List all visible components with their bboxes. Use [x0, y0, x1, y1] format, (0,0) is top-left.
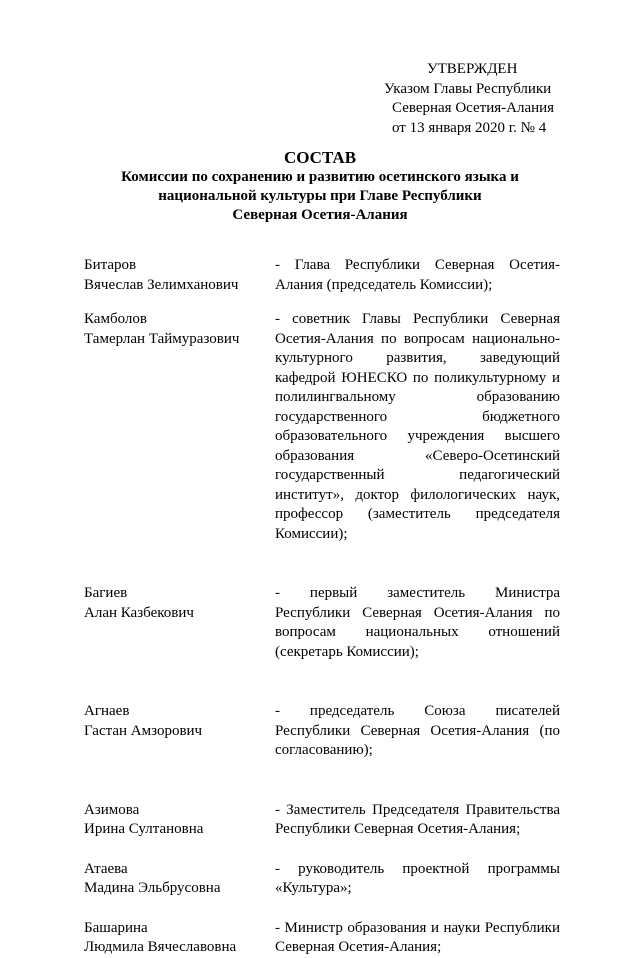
member-row [84, 860, 560, 899]
member-given-names: Мадина Эльбрусовна [84, 880, 221, 896]
member-role-line: государственный педагогический [275, 467, 560, 483]
member-surname: Агнаев [84, 703, 130, 719]
member-surname: Багиев [84, 585, 128, 601]
member-role [275, 801, 560, 840]
approval-stamp [384, 60, 584, 138]
member-given-names: Ирина Султановна [84, 821, 204, 837]
member-role-line: - советник Главы Республики Северная [275, 311, 560, 327]
member-role [275, 919, 560, 958]
member-role-line: Северная Осетия-Алания; [275, 939, 442, 955]
member-given-names: Алан Казбекович [84, 604, 194, 621]
member-row [84, 919, 560, 958]
member-name [84, 801, 275, 840]
member-role-line: - Заместитель Председателя Правительства [275, 801, 560, 818]
member-role-line: культурного развития, заведующий [275, 350, 560, 366]
member-name [84, 919, 275, 958]
member-role-line: - Глава Республики Северная Осетия- [275, 257, 560, 273]
member-role-line: вопросам национальных отношений [275, 624, 560, 640]
member-role-line: Алания (председатель Комиссии); [275, 276, 493, 293]
member-role-line: «Культура»; [275, 880, 352, 896]
member-role-line: Республики Северная Осетия-Алания (по [275, 722, 560, 739]
member-surname: Башарина [84, 919, 148, 936]
member-row [84, 310, 560, 544]
member-row [84, 584, 560, 662]
member-role-line: образовательного учреждения высшего [275, 428, 560, 444]
member-role-line: профессор (заместитель председателя [275, 506, 560, 522]
member-role [275, 256, 560, 295]
member-role [275, 702, 560, 761]
member-name [84, 584, 275, 623]
members-list [84, 236, 560, 958]
member-surname: Атаева [84, 860, 128, 877]
member-role-line: кафедрой ЮНЕСКО по поликультурному и [275, 369, 560, 386]
member-surname: Битаров [84, 257, 137, 273]
member-surname: Азимова [84, 801, 140, 818]
member-role [275, 860, 560, 899]
member-role-line: полилингвальному образованию [275, 389, 560, 405]
member-row [84, 702, 560, 761]
member-given-names: Гастан Амзорович [84, 722, 203, 739]
member-row [84, 256, 560, 295]
title-subtitle-line: Комиссии по сохранению и развитию осетинского языка и [121, 169, 519, 185]
member-role-line: институт», доктор филологических наук, [275, 486, 560, 503]
member-surname: Камболов [84, 311, 147, 327]
member-role-line: Республики Северная Осетия-Алания по [275, 604, 560, 621]
member-name [84, 256, 275, 295]
member-role-line: - Министр образования и науки Республики [275, 919, 560, 936]
member-role-line: - руководитель проектной программы [275, 860, 560, 877]
member-row [84, 801, 560, 840]
member-role-line: Осетия-Алания по вопросам национально- [275, 330, 560, 347]
member-role-line: - первый заместитель Министра [275, 585, 560, 601]
member-role-line: согласованию); [275, 742, 373, 758]
member-role-line: государственного бюджетного [275, 408, 560, 425]
approval-date-number: от 13 января 2020 г. № 4 [392, 119, 547, 136]
member-given-names: Вячеслав Зелимханович [84, 276, 239, 293]
member-given-names: Тамерлан Таймуразович [84, 330, 240, 347]
document-title [70, 148, 570, 225]
member-name [84, 310, 275, 349]
title-subtitle-line: Северная Осетия-Алания [232, 207, 408, 223]
approval-line: Северная Осетия-Алания [392, 100, 555, 116]
member-role [275, 584, 560, 662]
member-role-line: Комиссии); [275, 525, 348, 542]
member-name [84, 702, 275, 741]
member-given-names: Людмила Вячеславовна [84, 939, 237, 955]
member-role-line: (секретарь Комиссии); [275, 643, 419, 660]
member-role-line: Республики Северная Осетия-Алания; [275, 821, 521, 837]
title-heading: СОСТАВ [283, 148, 357, 167]
approval-heading: УТВЕРЖДЕН [427, 61, 518, 77]
member-role [275, 310, 560, 544]
title-subtitle-line: национальной культуры при Главе Республики [158, 188, 482, 204]
approval-line: Указом Главы Республики [384, 80, 552, 97]
member-name [84, 860, 275, 899]
member-role-line: - председатель Союза писателей [275, 703, 560, 719]
member-role-line: образования «Северо-Осетинский [275, 447, 560, 464]
